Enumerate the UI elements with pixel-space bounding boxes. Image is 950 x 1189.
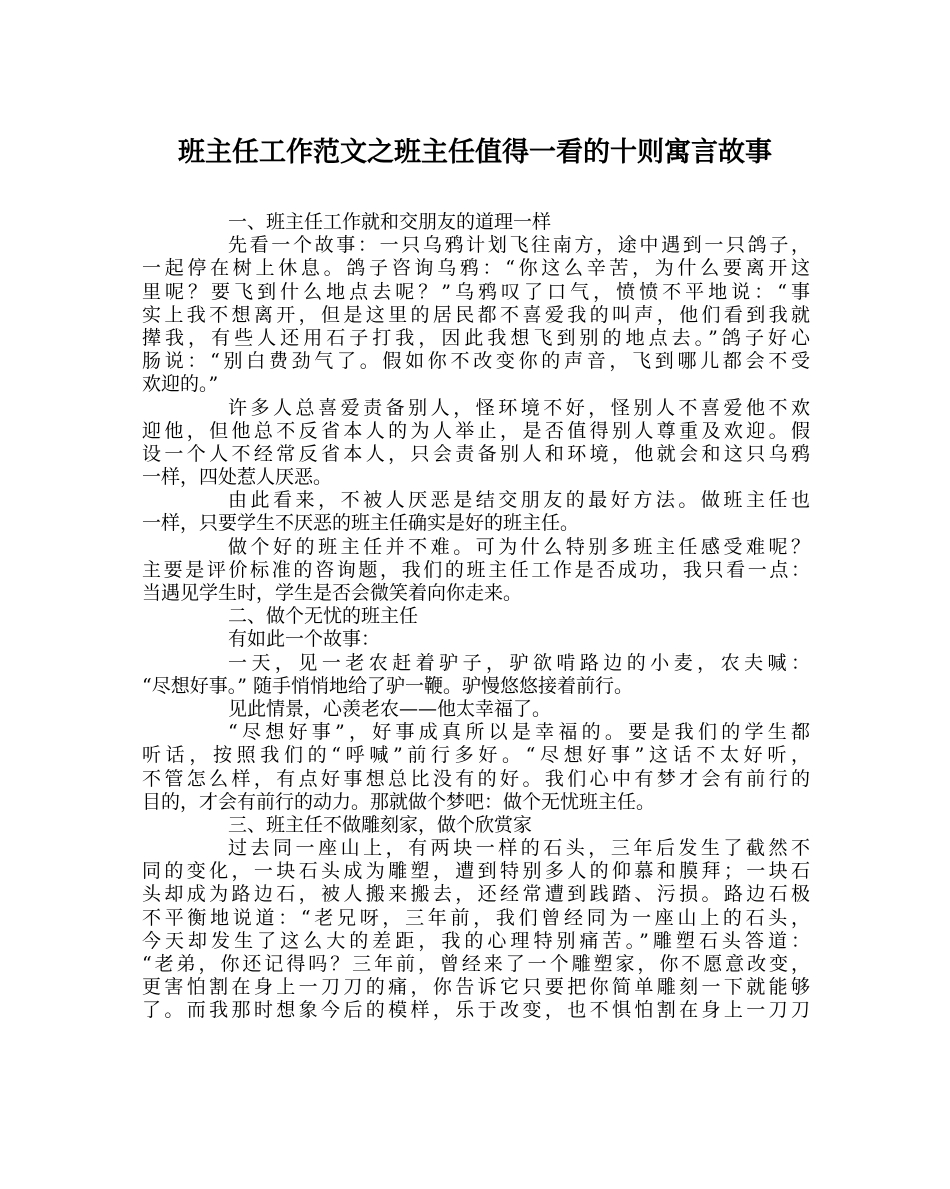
body-text-line: 三、班主任不做雕刻家，做个欣赏家 [228,813,533,836]
body-text-line: 主要是评价标准的咨询题，我们的班主任工作是否成功，我只看一点： [142,558,810,581]
body-text-line: 一起停在树上休息。鸽子咨询乌鸦：“你这么辛苦，为什么要离开这 [142,257,810,280]
body-text-line: 见此情景，心羡老农——他太幸福了。 [228,697,552,720]
body-text-line: 一、班主任工作就和交朋友的道理一样 [228,211,552,233]
body-text-line: 过去同一座山上，有两块一样的石头，三年后发生了截然不 [228,837,810,860]
body-text-line: 更害怕割在身上一刀刀的痛，你告诉它只要把你简单雕刻一下就能够 [142,976,810,999]
body-text-line: 一样，四处惹人厌恶。 [142,466,333,489]
body-text-line: 设一个人不经常反省本人，只会责备别人和环境，他就会和这只乌鸦 [142,442,810,465]
body-text-line: 头却成为路边石，被人搬来搬去，还经常遭到践踏、污损。路边石极 [142,883,810,906]
body-text-line: 里呢？要飞到什么地点去呢？”乌鸦叹了口气，愤愤不平地说：“事 [142,280,810,303]
body-text-line: 迎他，但他总不反省本人的为人举止，是否值得别人尊重及欢迎。假 [142,419,810,442]
body-text-line: “老弟，你还记得吗？三年前，曾经来了一个雕塑家，你不愿意改变， [142,953,810,975]
body-text-line: “尽想好事。” 随手悄悄地给了驴一鞭。驴慢悠悠接着前行。 [142,674,633,697]
body-text-line: 目的，才会有前行的动力。那就做个梦吧：做个无忧班主任。 [142,790,656,813]
body-text-line: 了。而我那时想象今后的模样，乐于改变，也不惧怕割在身上一刀刀 [142,999,810,1022]
body-text-line: 不管怎么样，有点好事想总比没有的好。我们心中有梦才会有前行的 [142,767,810,790]
body-text-line: 由此看来，不被人厌恶是结交朋友的最好方法。做班主任也 [228,489,810,512]
body-text-line: 许多人总喜爱责备别人，怪环境不好，怪别人不喜爱他不欢 [228,396,810,419]
body-text-line: 二、做个无忧的班主任 [228,605,419,628]
body-text-line: 同的变化，一块石头成为雕塑，遭到特别多人的仰慕和膜拜；一块石 [142,860,810,883]
body-text-line: 听话，按照我们的“呼喊”前行多好。“尽想好事”这话不太好听， [142,744,810,767]
body-text-line: 欢迎的。” [142,373,219,396]
body-text-line: 实上我不想离开，但是这里的居民都不喜爱我的叫声，他们看到我就 [142,303,810,326]
body-text-line: 做个好的班主任并不难。可为什么特别多班主任感受难呢？ [228,535,810,558]
body-text-line: 肠说：“别白费劲气了。假如你不改变你的声音，飞到哪儿都会不受 [142,350,810,373]
body-text-line: 一样，只要学生不厌恶的班主任确实是好的班主任。 [142,512,580,535]
body-text-line: 撵我，有些人还用石子打我，因此我想飞到别的地点去。”鸽子好心 [142,326,810,349]
body-text-line: 先看一个故事：一只乌鸦计划飞往南方，途中遇到一只鸽子， [228,234,810,257]
body-text-line: 有如此一个故事： [228,628,381,651]
body-text-line: 当遇见学生时，学生是否会微笑着向你走来。 [142,582,523,604]
body-text-line: “尽想好事”，好事成真所以是幸福的。要是我们的学生都 [228,721,810,744]
document-body [142,211,810,1023]
document-title: 班主任工作范文之班主任值得一看的十则寓言故事 [178,137,772,168]
body-text-line: 不平衡地说道：“老兄呀，三年前，我们曾经同为一座山上的石头， [142,906,810,929]
body-text-line: 一天，见一老农赶着驴子，驴欲啃路边的小麦，农夫喊： [228,651,810,674]
body-text-line: 今天却发生了这么大的差距，我的心理特别痛苦。”雕塑石头答道： [142,929,810,952]
